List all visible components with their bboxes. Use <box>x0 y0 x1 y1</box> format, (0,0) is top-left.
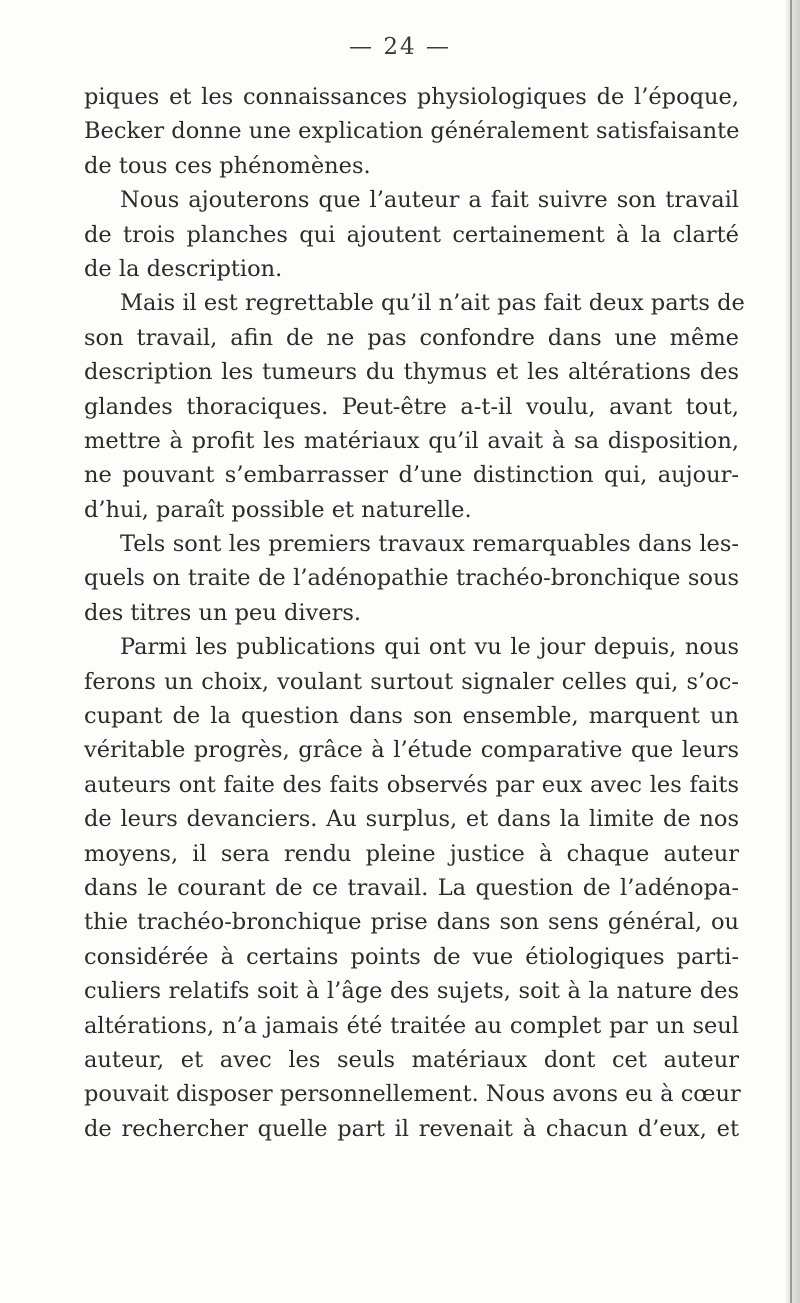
text-line: altérations, n’a jamais été traitée au complet par un seul <box>84 1012 739 1039</box>
text-line: auteur, et avec les seuls matériaux dont cet auteur <box>84 1046 739 1073</box>
text-line: de trois planches qui ajoutent certainement à la clarté <box>84 221 739 248</box>
text-line: piques et les connaissances physiologiques de l’époque, <box>84 84 739 110</box>
text-line: mettre à profit les matériaux qu’il avait à sa disposition, <box>84 427 739 454</box>
text-line: Becker donne une explication généralement satisfaisante <box>84 118 740 145</box>
text-line: moyens, il sera rendu pleine justice à chaque auteur <box>84 840 739 867</box>
text-line: d’hui, paraît possible et naturelle. <box>84 496 472 523</box>
page-edge-line <box>790 0 792 1303</box>
text-line: de leurs devanciers. Au surplus, et dans la limite de nos <box>84 806 739 833</box>
text-line: de tous ces phénomènes. <box>84 152 371 179</box>
body-text <box>84 80 745 1146</box>
text-line: Tels sont les premiers travaux remarquables dans les- <box>120 531 739 558</box>
text-line: Nous ajouterons que l’auteur a fait suivre son travail <box>120 187 739 214</box>
text-line: de la description. <box>84 255 283 282</box>
text-line: Mais il est regrettable qu’il n’ait pas fait deux parts de <box>120 290 745 317</box>
text-line: des titres un peu divers. <box>84 599 362 626</box>
text-line: thie trachéo-bronchique prise dans son sens général, ou <box>84 909 739 936</box>
text-line: ferons un choix, voulant surtout signaler celles qui, s’oc- <box>84 668 739 695</box>
page-number: — 24 — <box>349 34 451 60</box>
text-line: glandes thoraciques. Peut-être a-t-il voulu, avant tout, <box>84 393 739 420</box>
text-line: quels on traite de l’adénopathie trachéo-bronchique sous <box>84 565 739 592</box>
text-line: son travail, afin de ne pas confondre dans une même <box>84 324 739 351</box>
page-edge-shadow <box>786 0 800 1303</box>
text-line: de rechercher quelle part il revenait à chacun d’eux, et <box>84 1115 739 1142</box>
text-line: considérée à certains points de vue étiologiques parti- <box>84 943 739 970</box>
text-line: culiers relatifs soit à l’âge des sujets, soit à la nature des <box>84 978 739 1005</box>
text-line: dans le courant de ce travail. La question de l’adénopa- <box>84 874 739 901</box>
text-line: véritable progrès, grâce à l’étude comparative que leurs <box>84 737 739 764</box>
text-line: cupant de la question dans son ensemble, marquent un <box>84 703 739 730</box>
text-line: description les tumeurs du thymus et les altérations des <box>84 359 739 386</box>
text-line: auteurs ont faite des faits observés par eux avec les faits <box>84 771 739 798</box>
text-line: pouvait disposer personnellement. Nous avons eu à cœur <box>84 1081 741 1108</box>
text-line: Parmi les publications qui ont vu le jour depuis, nous <box>120 634 739 661</box>
text-line: ne pouvant s’embarrasser d’une distinction qui, aujour- <box>84 462 739 489</box>
